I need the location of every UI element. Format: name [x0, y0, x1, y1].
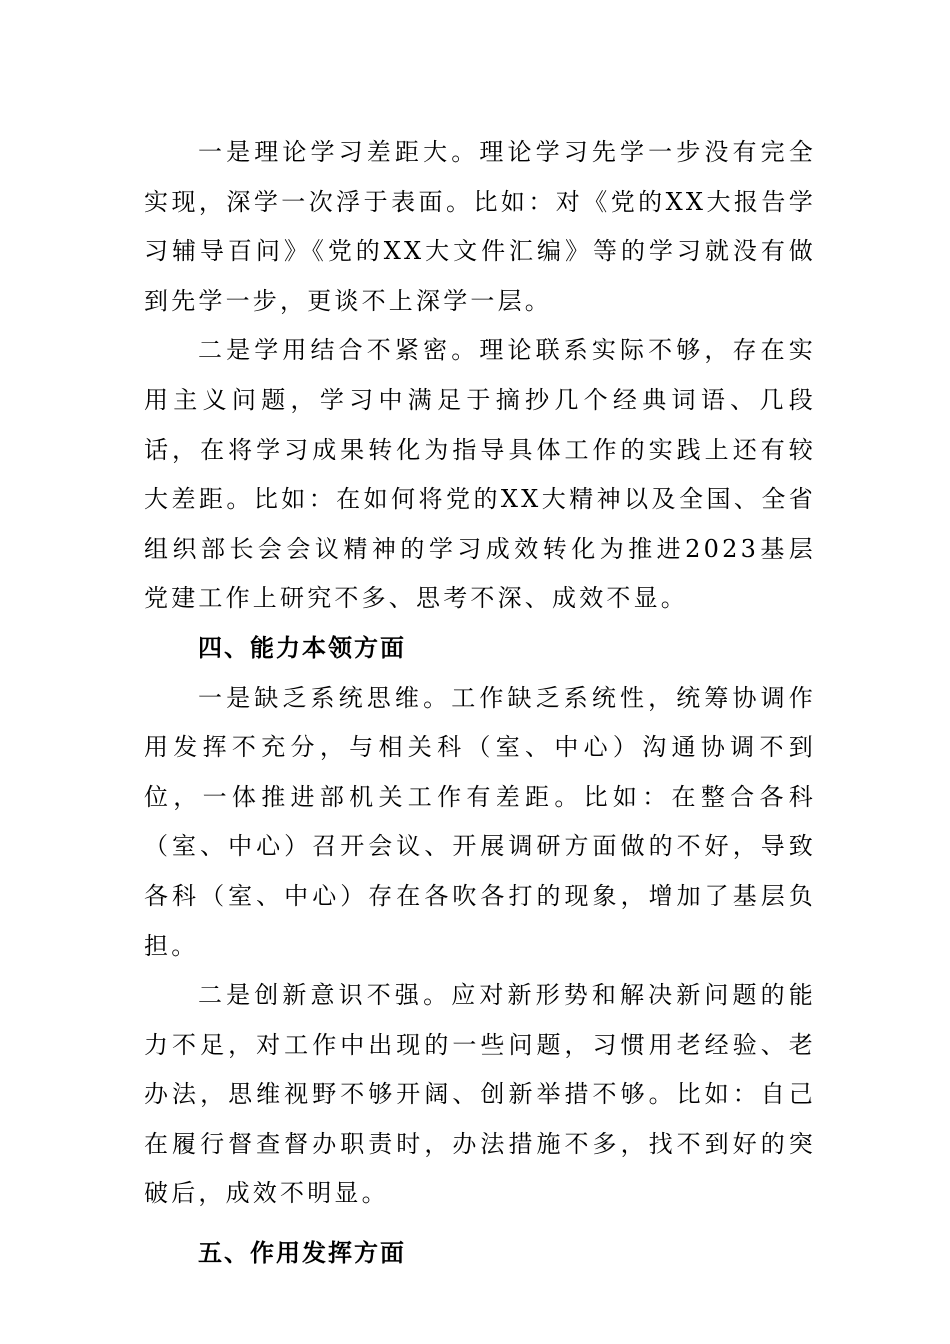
paragraph-study-application: 二是学用结合不紧密。理论联系实际不够，存在实用主义问题，学习中满足于摘抄几个经典词语、几段话，在将学习成果转化为指导具体工作的实践上还有较大差距。比如：在如何将党的XX大精神以及全国、全省组织部长会会议精神的学习成效转化为推进2023基层党建工作上研究不多、思考不深、成效不显。 — [144, 336, 816, 613]
paragraph-innovation: 二是创新意识不强。应对新形势和解决新问题的能力不足，对工作中出现的一些问题，习惯用老经验、老办法，思维视野不够开阔、创新举措不够。比如：自己在履行督查督办职责时，办法措施不多，找不到好的突破后，成效不明显。 — [144, 981, 816, 1208]
section-heading-ability: 四、能力本领方面 — [198, 633, 406, 662]
section-heading-role: 五、作用发挥方面 — [198, 1239, 406, 1268]
paragraph-theory-gap: 一是理论学习差距大。理论学习先学一步没有完全实现，深学一次浮于表面。比如：对《党的XX大报告学习辅导百问》《党的XX大文件汇编》等的学习就没有做到先学一步，更谈不上深学一层。 — [144, 138, 816, 315]
paragraph-systems-thinking: 一是缺乏系统思维。工作缺乏系统性，统筹协调作用发挥不充分，与相关科（室、中心）沟通协调不到位，一体推进部机关工作有差距。比如：在整合各科（室、中心）召开会议、开展调研方面做的不好，导致各科（室、中心）存在各吹各打的现象，增加了基层负担。 — [144, 683, 816, 960]
document-body — [144, 128, 816, 1279]
